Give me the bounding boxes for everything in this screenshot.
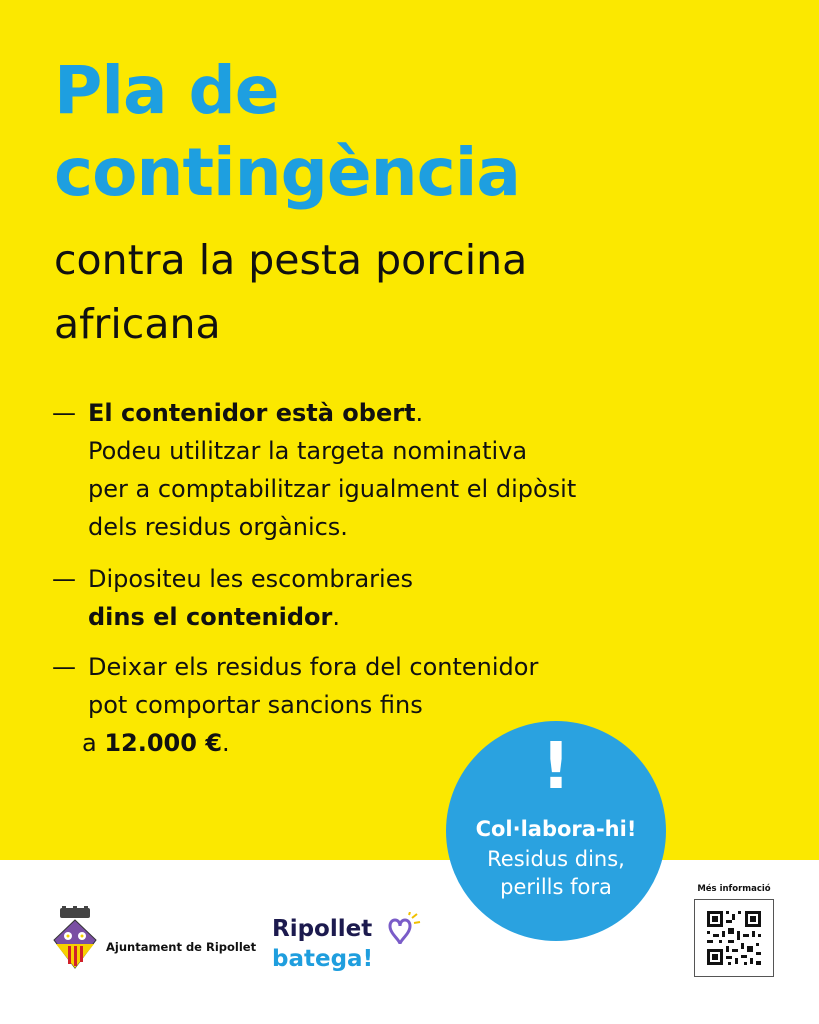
badge-line-2: perills fora: [500, 875, 612, 899]
bullet-line: Dipositeu les escombraries: [88, 565, 413, 593]
heart-icon: [382, 912, 422, 948]
bullet-container-open: [52, 394, 576, 546]
town-coat-of-arms-icon: [50, 906, 100, 974]
bullet-dash: —: [52, 399, 76, 427]
page-title-line-2: contingència: [54, 134, 520, 211]
fine-amount: 12.000 €: [104, 729, 223, 757]
page-title-line-1: Pla de: [54, 52, 279, 129]
qr-frame: [694, 899, 774, 977]
subtitle-line-1: contra la pesta porcina: [54, 236, 528, 284]
town-hall-label: Ajuntament de Ripollet: [106, 940, 257, 954]
ripollet-batega-logo: [272, 912, 432, 982]
brand-line-1: Ripollet: [272, 916, 373, 942]
more-info-qr: [694, 884, 774, 976]
bullet-prefix: a: [82, 729, 105, 757]
bullet-end: .: [222, 729, 230, 757]
brand-line-2: batega!: [272, 946, 374, 972]
bullet-bold-text: dins el contenidor: [88, 603, 333, 631]
bullet-dash: —: [52, 565, 76, 593]
subtitle-line-2: africana: [54, 300, 221, 348]
bullet-bold-lead: El contenidor està obert: [88, 399, 416, 427]
bullet-dash: —: [52, 653, 76, 681]
bullet-line: pot comportar sancions fins: [88, 691, 423, 719]
qr-code-icon: [695, 900, 773, 976]
badge-cta: Col·labora-hi!: [475, 817, 637, 841]
badge-line-1: Residus dins,: [487, 847, 625, 871]
bullet-lead-end: .: [415, 399, 424, 427]
bullet-deposit-inside: [52, 560, 413, 636]
bullet-end: .: [332, 603, 340, 631]
exclamation-icon: !: [541, 730, 571, 804]
collaborate-badge: [446, 721, 666, 941]
bullet-line: dels residus orgànics.: [88, 513, 348, 541]
more-info-label: Més informació: [697, 884, 771, 894]
town-hall-logo: [50, 906, 257, 974]
bullet-line: Deixar els residus fora del contenidor: [88, 653, 539, 681]
bullet-line: per a comptabilitzar igualment el dipòsit: [88, 475, 577, 503]
bullet-line: Podeu utilitzar la targeta nominativa: [88, 437, 528, 465]
